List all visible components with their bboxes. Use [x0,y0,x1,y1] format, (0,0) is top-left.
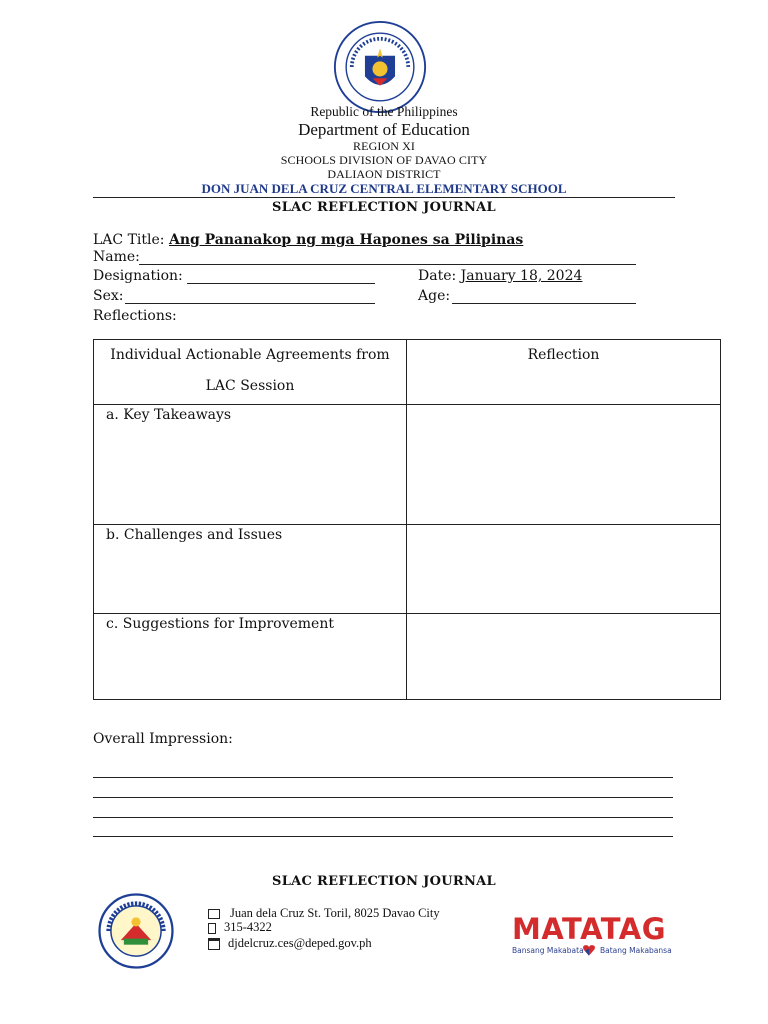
table-row [94,405,721,525]
heart-icon [582,942,596,956]
overall-impression-label: Overall Impression: [93,731,233,747]
header-cell-reflection [407,340,721,405]
lac-title-field [93,232,523,248]
school-name: DON JUAN DELA CRUZ CENTRAL ELEMENTARY SCHOOL [201,181,567,196]
date-label: Date: [418,268,461,284]
address-row [208,906,440,921]
header-divider [93,197,675,198]
matatag-tagline [512,944,672,958]
reflection-cell-key-takeaways[interactable] [407,405,721,525]
division-label: SCHOOLS DIVISION OF DAVAO CITY [280,153,488,167]
sex-line[interactable] [125,303,375,304]
overall-line-4[interactable] [93,836,673,837]
department-label: Department of Education [298,120,470,139]
lac-title-value: Ang Pananakop ng mga Hapones sa Pilipinas [168,232,524,248]
table-row [94,525,721,614]
name-label: Name: [93,249,140,265]
school-logo [98,893,174,969]
phone-icon [208,923,216,934]
reflection-table [93,339,721,700]
phone-row [208,920,272,935]
matatag-tagline-left: Bansang Makabata [512,946,584,955]
sex-label: Sex: [93,288,124,304]
deped-seal-logo [333,20,427,114]
lac-title-label: LAC Title: [93,232,169,248]
designation-line[interactable] [187,283,375,284]
reflections-label: Reflections: [93,308,177,324]
overall-line-1[interactable] [93,777,673,778]
age-line[interactable] [452,303,636,304]
address-icon [208,909,220,919]
republic-label: Republic of the Philippines [310,104,458,119]
header-agreements-line1: Individual Actionable Agreements from [110,347,390,363]
phone-text: 315-4322 [224,920,272,934]
date-field [418,268,582,284]
header-agreements-line2: LAC Session [205,378,295,394]
table-row [94,614,721,700]
email-row [208,936,372,951]
email-text: djdelcruz.ces@deped.gov.ph [228,936,372,950]
header-cell-agreements [94,340,407,405]
header-reflection: Reflection [527,347,600,363]
overall-line-2[interactable] [93,797,673,798]
region-label: REGION XI [353,139,415,153]
journal-title: SLAC REFLECTION JOURNAL [272,200,496,215]
matatag-logo [512,912,672,958]
name-line[interactable] [139,264,636,265]
age-label: Age: [418,288,451,304]
district-label: DALIAON DISTRICT [327,167,441,181]
date-value: January 18, 2024 [460,268,583,284]
reflection-cell-challenges[interactable] [407,525,721,614]
row-label-suggestions: c. Suggestions for Improvement [94,614,407,700]
address-text: Juan dela Cruz St. Toril, 8025 Davao City [230,906,440,920]
reflection-cell-suggestions[interactable] [407,614,721,700]
email-icon [208,938,220,950]
row-label-key-takeaways: a. Key Takeaways [94,405,407,525]
table-header-row [94,340,721,405]
matatag-wordmark: MATATAG [512,912,667,946]
designation-label: Designation: [93,268,183,284]
row-label-challenges: b. Challenges and Issues [94,525,407,614]
matatag-tagline-right: Batang Makabansa [600,946,672,955]
overall-line-3[interactable] [93,817,673,818]
footer-journal-title: SLAC REFLECTION JOURNAL [272,874,496,889]
